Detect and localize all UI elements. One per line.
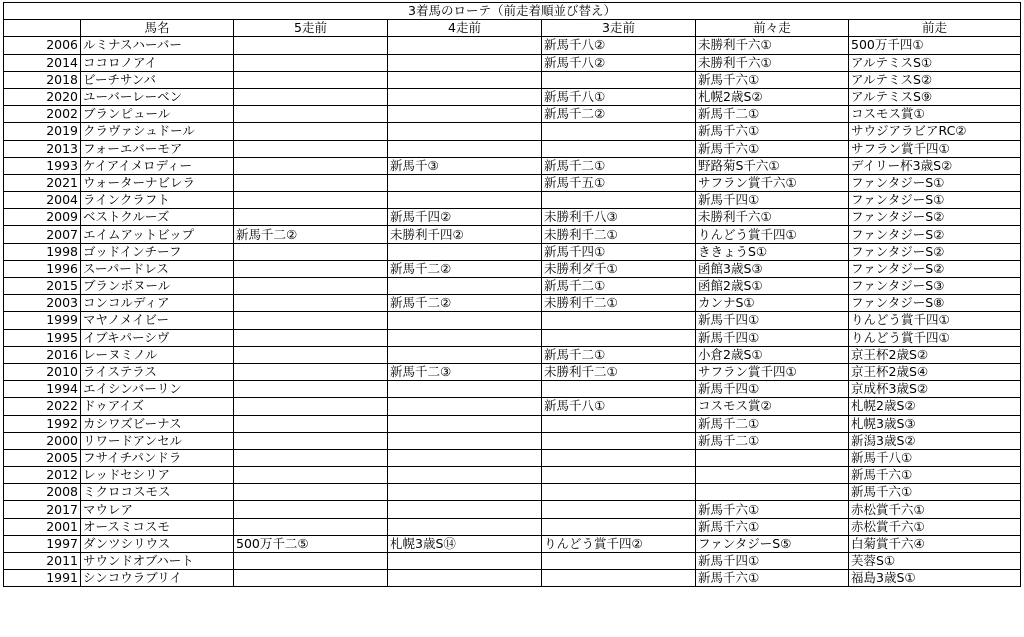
- run4-cell: [388, 106, 542, 123]
- table-row: [4, 518, 1021, 535]
- table-row: [4, 278, 1021, 295]
- horse-name-cell: ブランピュール: [81, 106, 234, 123]
- run4-cell: [388, 37, 542, 54]
- run5-cell: [234, 37, 388, 54]
- run3-cell: [542, 329, 696, 346]
- horse-name-cell: レッドセシリア: [81, 467, 234, 484]
- table-row: [4, 295, 1021, 312]
- run1-cell: 新馬千六①: [849, 467, 1021, 484]
- year-cell: 2011: [4, 553, 81, 570]
- run1-cell: 福島3歳S①: [849, 570, 1021, 587]
- horse-name-cell: クラヴァシュドール: [81, 123, 234, 140]
- run2-cell: [696, 484, 849, 501]
- horse-name-cell: ルミナスハーバー: [81, 37, 234, 54]
- run1-cell: 白菊賞千六④: [849, 535, 1021, 552]
- table-row: [4, 381, 1021, 398]
- run4-cell: [388, 278, 542, 295]
- run4-cell: [388, 71, 542, 88]
- run4-cell: [388, 243, 542, 260]
- year-cell: 1998: [4, 243, 81, 260]
- run5-cell: [234, 553, 388, 570]
- year-cell: 2006: [4, 37, 81, 54]
- year-cell: 2022: [4, 398, 81, 415]
- run1-cell: アルテミスS②: [849, 71, 1021, 88]
- run5-cell: [234, 449, 388, 466]
- year-cell: 1992: [4, 415, 81, 432]
- run3-cell: [542, 71, 696, 88]
- run3-cell: 新馬千二①: [542, 278, 696, 295]
- run2-cell: 新馬千四①: [696, 329, 849, 346]
- run3-cell: [542, 467, 696, 484]
- run1-cell: 500万千四①: [849, 37, 1021, 54]
- run3-cell: 未勝利ダ千①: [542, 260, 696, 277]
- run4-cell: [388, 381, 542, 398]
- run5-cell: [234, 278, 388, 295]
- year-cell: 2003: [4, 295, 81, 312]
- table-row: [4, 570, 1021, 587]
- table-row: [4, 312, 1021, 329]
- year-cell: 1991: [4, 570, 81, 587]
- run5-cell: 500万千二⑤: [234, 535, 388, 552]
- run5-cell: [234, 106, 388, 123]
- run2-cell: 新馬千六①: [696, 140, 849, 157]
- table-row: [4, 467, 1021, 484]
- run3-cell: りんどう賞千四②: [542, 535, 696, 552]
- table-row: [4, 260, 1021, 277]
- run4-cell: 新馬千③: [388, 157, 542, 174]
- run1-cell: サフラン賞千四①: [849, 140, 1021, 157]
- table-row: [4, 432, 1021, 449]
- run2-cell: 未勝利千六①: [696, 209, 849, 226]
- table-row: [4, 329, 1021, 346]
- year-cell: 2014: [4, 54, 81, 71]
- run1-cell: 新馬千六①: [849, 484, 1021, 501]
- run3-cell: [542, 501, 696, 518]
- run1-cell: ファンタジーS③: [849, 278, 1021, 295]
- run5-cell: [234, 501, 388, 518]
- run5-cell: [234, 140, 388, 157]
- table-row: [4, 501, 1021, 518]
- run2-cell: サフラン賞千四①: [696, 363, 849, 380]
- run5-cell: [234, 174, 388, 191]
- run5-cell: 新馬千二②: [234, 226, 388, 243]
- run1-cell: 赤松賞千六①: [849, 518, 1021, 535]
- horse-name-cell: エイムアットビップ: [81, 226, 234, 243]
- horse-name-cell: ココロノアイ: [81, 54, 234, 71]
- run1-cell: アルテミスS⑨: [849, 88, 1021, 105]
- run4-cell: [388, 518, 542, 535]
- run3-cell: [542, 140, 696, 157]
- run3-cell: [542, 381, 696, 398]
- table-row: [4, 243, 1021, 260]
- run3-cell: [542, 570, 696, 587]
- run1-cell: ファンタジーS①: [849, 174, 1021, 191]
- run1-cell: アルテミスS①: [849, 54, 1021, 71]
- year-cell: 2015: [4, 278, 81, 295]
- run5-cell: [234, 209, 388, 226]
- year-cell: 2001: [4, 518, 81, 535]
- run3-cell: 新馬千二①: [542, 346, 696, 363]
- run3-cell: 新馬千八①: [542, 398, 696, 415]
- run2-cell: 新馬千六①: [696, 501, 849, 518]
- run5-cell: [234, 570, 388, 587]
- horse-name-cell: ゴッドインチーフ: [81, 243, 234, 260]
- run2-cell: 新馬千二①: [696, 106, 849, 123]
- header-cell-3-runs-ago: 3走前: [542, 20, 696, 37]
- horse-name-cell: ダンツシリウス: [81, 535, 234, 552]
- run5-cell: [234, 381, 388, 398]
- run4-cell: 新馬千四②: [388, 209, 542, 226]
- table-row: [4, 157, 1021, 174]
- horse-name-cell: フサイチパンドラ: [81, 449, 234, 466]
- horse-name-cell: イブキパーシヴ: [81, 329, 234, 346]
- horse-name-cell: リワードアンセル: [81, 432, 234, 449]
- year-cell: 2000: [4, 432, 81, 449]
- run4-cell: [388, 174, 542, 191]
- year-cell: 2020: [4, 88, 81, 105]
- run2-cell: 新馬千六①: [696, 71, 849, 88]
- year-cell: 1997: [4, 535, 81, 552]
- run2-cell: ファンタジーS⑤: [696, 535, 849, 552]
- run2-cell: 札幌2歳S②: [696, 88, 849, 105]
- run2-cell: [696, 467, 849, 484]
- horse-name-cell: マウレア: [81, 501, 234, 518]
- table-row: [4, 123, 1021, 140]
- year-cell: 2018: [4, 71, 81, 88]
- run1-cell: ファンタジーS②: [849, 226, 1021, 243]
- run3-cell: 新馬千四①: [542, 243, 696, 260]
- table-row: [4, 209, 1021, 226]
- horse-name-cell: ビーチサンバ: [81, 71, 234, 88]
- horse-name-cell: ベストクルーズ: [81, 209, 234, 226]
- year-cell: 1999: [4, 312, 81, 329]
- run2-cell: 函館2歳S①: [696, 278, 849, 295]
- run2-cell: サフラン賞千六①: [696, 174, 849, 191]
- run3-cell: 未勝利千二①: [542, 226, 696, 243]
- horse-name-cell: ケイアイメロディー: [81, 157, 234, 174]
- run5-cell: [234, 192, 388, 209]
- run3-cell: 新馬千八②: [542, 37, 696, 54]
- run3-cell: [542, 415, 696, 432]
- run5-cell: [234, 415, 388, 432]
- spreadsheet: [3, 2, 1021, 587]
- table-row: [4, 226, 1021, 243]
- run2-cell: 野路菊S千六①: [696, 157, 849, 174]
- year-cell: 2010: [4, 363, 81, 380]
- horse-name-cell: ドゥアイズ: [81, 398, 234, 415]
- run2-cell: 新馬千六①: [696, 518, 849, 535]
- run2-cell: 新馬千二①: [696, 432, 849, 449]
- run3-cell: [542, 192, 696, 209]
- run4-cell: [388, 449, 542, 466]
- run3-cell: 未勝利千二①: [542, 295, 696, 312]
- table-row: [4, 484, 1021, 501]
- run1-cell: 赤松賞千六①: [849, 501, 1021, 518]
- header-cell-5-runs-ago: 5走前: [234, 20, 388, 37]
- header-cell-4-runs-ago: 4走前: [388, 20, 542, 37]
- table-row: [4, 553, 1021, 570]
- run1-cell: 京成杯3歳S②: [849, 381, 1021, 398]
- run1-cell: ファンタジーS②: [849, 209, 1021, 226]
- run1-cell: 京王杯2歳S④: [849, 363, 1021, 380]
- year-cell: 1996: [4, 260, 81, 277]
- run5-cell: [234, 295, 388, 312]
- run2-cell: カンナS①: [696, 295, 849, 312]
- run2-cell: 新馬千四①: [696, 312, 849, 329]
- horse-name-cell: ブランボヌール: [81, 278, 234, 295]
- run5-cell: [234, 467, 388, 484]
- run3-cell: [542, 484, 696, 501]
- run1-cell: ファンタジーS②: [849, 243, 1021, 260]
- title-row: [4, 3, 1021, 20]
- run5-cell: [234, 123, 388, 140]
- year-cell: 2016: [4, 346, 81, 363]
- run4-cell: [388, 484, 542, 501]
- table-row: [4, 140, 1021, 157]
- run4-cell: [388, 553, 542, 570]
- run1-cell: ファンタジーS⑧: [849, 295, 1021, 312]
- table-row: [4, 346, 1021, 363]
- run4-cell: 新馬千二③: [388, 363, 542, 380]
- run3-cell: 未勝利千八③: [542, 209, 696, 226]
- run1-cell: ファンタジーS①: [849, 192, 1021, 209]
- run5-cell: [234, 432, 388, 449]
- horse-name-cell: サウンドオブハート: [81, 553, 234, 570]
- year-cell: 2021: [4, 174, 81, 191]
- header-cell-horse-name: 馬名: [81, 20, 234, 37]
- year-cell: 1994: [4, 381, 81, 398]
- run2-cell: 未勝利千六①: [696, 54, 849, 71]
- run4-cell: [388, 192, 542, 209]
- table-row: [4, 106, 1021, 123]
- run1-cell: りんどう賞千四①: [849, 329, 1021, 346]
- run3-cell: [542, 432, 696, 449]
- year-cell: 2002: [4, 106, 81, 123]
- run4-cell: [388, 123, 542, 140]
- run1-cell: 芙蓉S①: [849, 553, 1021, 570]
- run3-cell: [542, 123, 696, 140]
- run4-cell: [388, 432, 542, 449]
- horse-name-cell: ウォーターナビレラ: [81, 174, 234, 191]
- run4-cell: [388, 570, 542, 587]
- run2-cell: 新馬千四①: [696, 553, 849, 570]
- run3-cell: 新馬千八②: [542, 54, 696, 71]
- run4-cell: [388, 312, 542, 329]
- run1-cell: 札幌3歳S③: [849, 415, 1021, 432]
- run5-cell: [234, 71, 388, 88]
- run2-cell: 新馬千四①: [696, 381, 849, 398]
- run4-cell: [388, 467, 542, 484]
- run4-cell: [388, 346, 542, 363]
- table-row: [4, 174, 1021, 191]
- horse-name-cell: カシワズビーナス: [81, 415, 234, 432]
- run5-cell: [234, 484, 388, 501]
- run2-cell: 函館3歳S③: [696, 260, 849, 277]
- run3-cell: 新馬千二①: [542, 157, 696, 174]
- year-cell: 2007: [4, 226, 81, 243]
- horse-name-cell: ラインクラフト: [81, 192, 234, 209]
- header-cell-2-runs-ago: 前々走: [696, 20, 849, 37]
- horse-name-cell: ミクロコスモス: [81, 484, 234, 501]
- run1-cell: ファンタジーS②: [849, 260, 1021, 277]
- run3-cell: [542, 518, 696, 535]
- year-cell: 2013: [4, 140, 81, 157]
- year-cell: 2005: [4, 449, 81, 466]
- run1-cell: コスモス賞①: [849, 106, 1021, 123]
- table-title: 3着馬のローテ（前走着順並び替え）: [4, 3, 1021, 20]
- run5-cell: [234, 157, 388, 174]
- run4-cell: [388, 54, 542, 71]
- run4-cell: [388, 329, 542, 346]
- year-cell: 1995: [4, 329, 81, 346]
- header-cell-last-run: 前走: [849, 20, 1021, 37]
- run4-cell: 未勝利千四②: [388, 226, 542, 243]
- run1-cell: 新馬千八①: [849, 449, 1021, 466]
- run2-cell: 新馬千六①: [696, 570, 849, 587]
- run5-cell: [234, 518, 388, 535]
- run1-cell: デイリー杯3歳S②: [849, 157, 1021, 174]
- horse-name-cell: レーヌミノル: [81, 346, 234, 363]
- rotation-table: [3, 2, 1021, 587]
- run2-cell: りんどう賞千四①: [696, 226, 849, 243]
- run4-cell: [388, 88, 542, 105]
- run4-cell: 札幌3歳S⑭: [388, 535, 542, 552]
- horse-name-cell: ライステラス: [81, 363, 234, 380]
- year-cell: 2019: [4, 123, 81, 140]
- header-row: [4, 20, 1021, 37]
- run1-cell: 京王杯2歳S②: [849, 346, 1021, 363]
- year-cell: 1993: [4, 157, 81, 174]
- run2-cell: 新馬千二①: [696, 415, 849, 432]
- table-row: [4, 535, 1021, 552]
- table-row: [4, 192, 1021, 209]
- horse-name-cell: シンコウラブリイ: [81, 570, 234, 587]
- run3-cell: [542, 449, 696, 466]
- run4-cell: 新馬千二②: [388, 295, 542, 312]
- table-row: [4, 54, 1021, 71]
- horse-name-cell: エイシンバーリン: [81, 381, 234, 398]
- run1-cell: 札幌2歳S②: [849, 398, 1021, 415]
- horse-name-cell: フォーエバーモア: [81, 140, 234, 157]
- table-row: [4, 71, 1021, 88]
- run4-cell: [388, 501, 542, 518]
- run3-cell: [542, 553, 696, 570]
- run3-cell: 新馬千二②: [542, 106, 696, 123]
- table-row: [4, 415, 1021, 432]
- run3-cell: 新馬千八①: [542, 88, 696, 105]
- header-cell-year: [4, 20, 81, 37]
- run5-cell: [234, 346, 388, 363]
- run4-cell: 新馬千二②: [388, 260, 542, 277]
- run5-cell: [234, 54, 388, 71]
- horse-name-cell: オースミコスモ: [81, 518, 234, 535]
- horse-name-cell: コンコルディア: [81, 295, 234, 312]
- year-cell: 2012: [4, 467, 81, 484]
- run2-cell: [696, 449, 849, 466]
- year-cell: 2004: [4, 192, 81, 209]
- run5-cell: [234, 398, 388, 415]
- horse-name-cell: マヤノメイビー: [81, 312, 234, 329]
- run2-cell: 新馬千六①: [696, 123, 849, 140]
- run5-cell: [234, 243, 388, 260]
- run3-cell: 新馬千五①: [542, 174, 696, 191]
- year-cell: 2009: [4, 209, 81, 226]
- run2-cell: コスモス賞②: [696, 398, 849, 415]
- run5-cell: [234, 312, 388, 329]
- run2-cell: ききょうS①: [696, 243, 849, 260]
- run2-cell: 小倉2歳S①: [696, 346, 849, 363]
- horse-name-cell: ユーバーレーベン: [81, 88, 234, 105]
- run4-cell: [388, 398, 542, 415]
- run3-cell: [542, 312, 696, 329]
- run4-cell: [388, 140, 542, 157]
- year-cell: 2017: [4, 501, 81, 518]
- run1-cell: りんどう賞千四①: [849, 312, 1021, 329]
- table-row: [4, 398, 1021, 415]
- run5-cell: [234, 260, 388, 277]
- table-row: [4, 88, 1021, 105]
- run1-cell: 新潟3歳S②: [849, 432, 1021, 449]
- run5-cell: [234, 329, 388, 346]
- table-row: [4, 363, 1021, 380]
- run5-cell: [234, 363, 388, 380]
- horse-name-cell: スーパードレス: [81, 260, 234, 277]
- run4-cell: [388, 415, 542, 432]
- run2-cell: 未勝利千六①: [696, 37, 849, 54]
- year-cell: 2008: [4, 484, 81, 501]
- table-row: [4, 37, 1021, 54]
- table-row: [4, 449, 1021, 466]
- run5-cell: [234, 88, 388, 105]
- run2-cell: 新馬千四①: [696, 192, 849, 209]
- run3-cell: 未勝利千二①: [542, 363, 696, 380]
- run1-cell: サウジアラビアRC②: [849, 123, 1021, 140]
